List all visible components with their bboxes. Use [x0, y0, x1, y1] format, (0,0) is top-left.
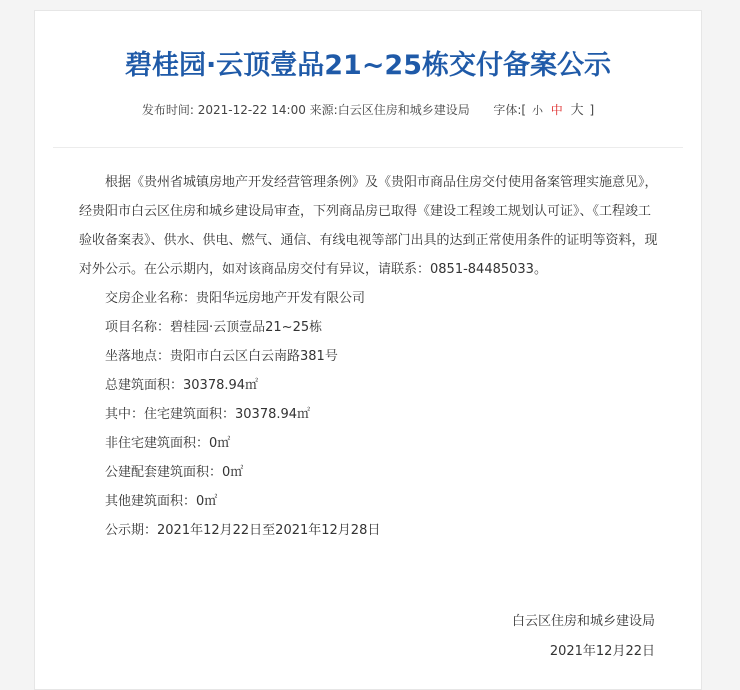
source: 来源:白云区住房和城乡建设局: [309, 103, 470, 117]
font-size-label: 字体:[: [493, 103, 527, 117]
article-page: [34, 10, 702, 690]
font-large-button[interactable]: 大: [570, 103, 584, 118]
list-item: 公示期：2021年12月22日至2021年12月28日: [105, 523, 381, 538]
list-item: 坐落地点：贵阳市白云区白云南路381号: [105, 349, 338, 364]
signature-org: 白云区住房和城乡建设局: [511, 614, 655, 629]
intro-paragraph: 根据《贵州省城镇房地产开发经营管理条例》及《贵阳市商品住房交付使用备案管理实施意见》，经贵阳市白云区住房和城乡建设局审查，下列商品房已取得《建设工程竣工规划认可证》、《工程竣工验收备案表》、供水、供电、燃气、通信、有线电视等部门出具的达到正常使用条件的证明等资料，现对外公示。在公示期内，如对该商品房交付有异议，请联系：0851-84485033。: [79, 175, 658, 277]
article-meta: [35, 101, 701, 120]
font-size-close: ]: [589, 103, 595, 117]
publish-time: 发布时间: 2021-12-22 14:00: [141, 103, 306, 117]
title-divider: [53, 147, 683, 148]
list-item: 交房企业名称：贵阳华远房地产开发有限公司: [105, 291, 366, 306]
article-content: [79, 168, 663, 545]
list-item: 非住宅建筑面积：0㎡: [105, 436, 231, 451]
list-item: 公建配套建筑面积：0㎡: [105, 465, 244, 480]
page-scrollbar[interactable]: [736, 0, 740, 673]
signature-block: [512, 607, 655, 667]
font-small-button[interactable]: 小: [531, 104, 543, 117]
font-medium-button[interactable]: 中: [550, 103, 563, 117]
list-item: 其中：住宅建筑面积：30378.94㎡: [105, 407, 311, 422]
list-item: 其他建筑面积：0㎡: [105, 494, 218, 509]
list-item: 项目名称：碧桂园·云顶壹品21~25栋: [105, 320, 323, 335]
signature-date: 2021年12月22日: [549, 644, 655, 659]
article-title: 碧桂园·云顶壹品21~25栋交付备案公示: [124, 50, 612, 81]
list-item: 总建筑面积：30378.94㎡: [105, 378, 259, 393]
